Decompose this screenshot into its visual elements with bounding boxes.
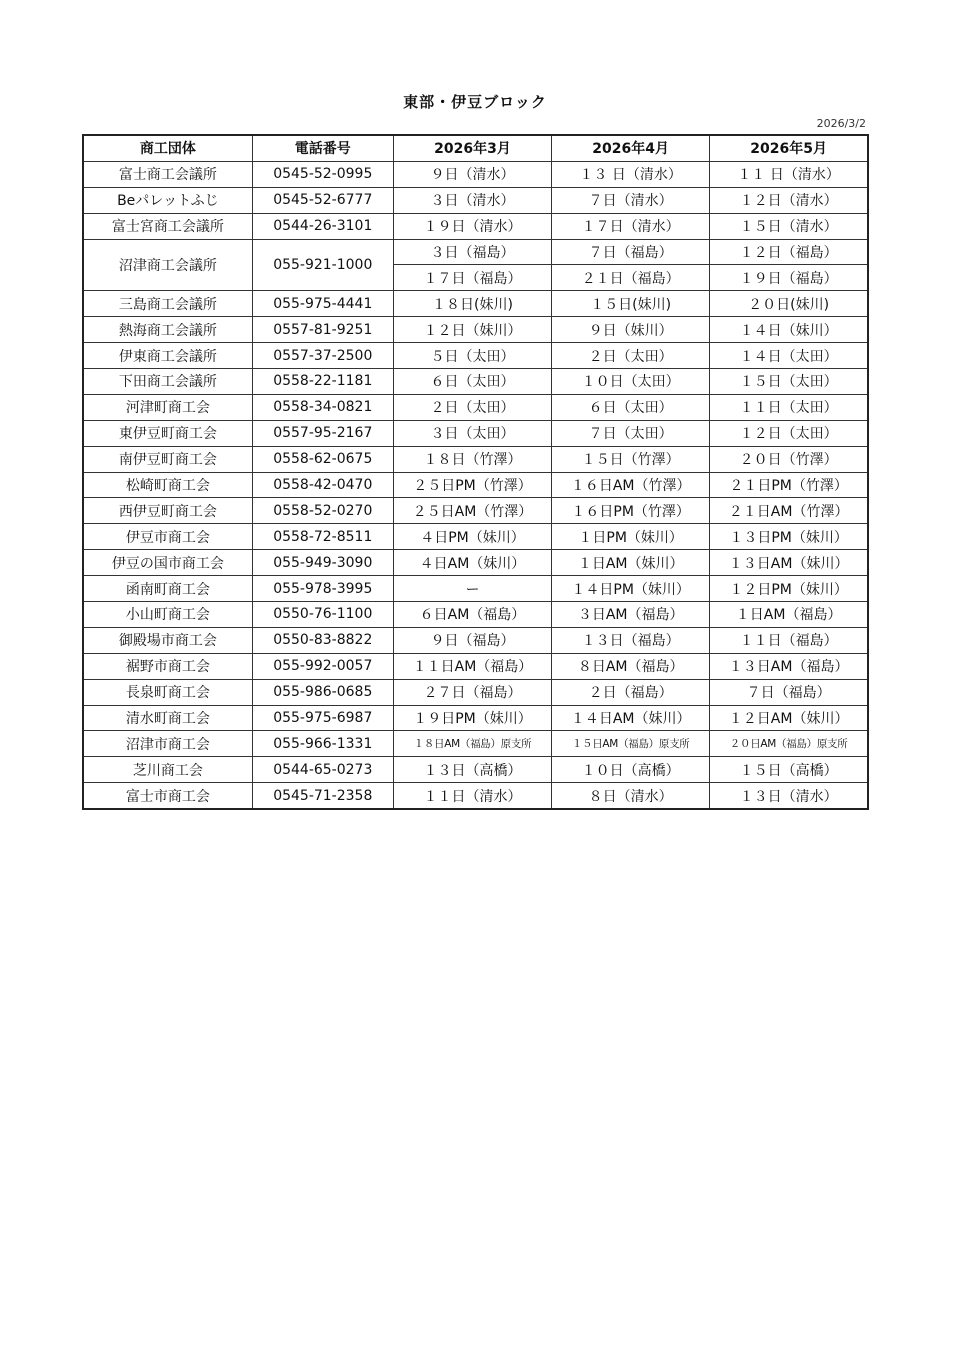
march-cell: ー (393, 576, 551, 602)
organization-cell: 富士市商工会 (83, 783, 252, 809)
march-cell: １８日AM（福島）原支所 (393, 731, 551, 757)
phone-cell: 0544-65-0273 (252, 757, 393, 783)
organization-cell: 富士宮商工会議所 (83, 213, 252, 239)
table-row (83, 161, 868, 187)
organization-cell: 下田商工会議所 (83, 369, 252, 395)
table-row (83, 576, 868, 602)
organization-cell: 小山町商工会 (83, 602, 252, 628)
organization-cell: 清水町商工会 (83, 705, 252, 731)
table-header-row (83, 135, 868, 161)
phone-cell: 055-921-1000 (252, 239, 393, 291)
organization-cell: Beパレットふじ (83, 187, 252, 213)
may-cell: １３日（清水） (710, 783, 868, 809)
organization-cell: 沼津商工会議所 (83, 239, 252, 291)
april-cell: ９日（妹川） (552, 317, 710, 343)
may-cell: ７日（福島） (710, 679, 868, 705)
table-row (83, 472, 868, 498)
phone-cell: 055-966-1331 (252, 731, 393, 757)
table-row (83, 731, 868, 757)
march-cell: ９日（福島） (393, 627, 551, 653)
table-row (83, 524, 868, 550)
may-cell: ２０日(妹川) (710, 291, 868, 317)
organization-cell: 御殿場市商工会 (83, 627, 252, 653)
phone-cell: 0558-34-0821 (252, 394, 393, 420)
table-row (83, 757, 868, 783)
may-cell: １１ 日（清水） (710, 161, 868, 187)
table-row (83, 187, 868, 213)
april-cell: １日PM（妹川） (552, 524, 710, 550)
organization-cell: 伊東商工会議所 (83, 343, 252, 369)
schedule-table (82, 134, 869, 810)
table-row (83, 343, 868, 369)
table-row (83, 550, 868, 576)
april-cell: １３ 日（清水） (552, 161, 710, 187)
organization-cell: 伊豆市商工会 (83, 524, 252, 550)
organization-cell: 沼津市商工会 (83, 731, 252, 757)
table-row (83, 291, 868, 317)
table-row (83, 239, 868, 265)
phone-cell: 0558-52-0270 (252, 498, 393, 524)
phone-cell: 0550-83-8822 (252, 627, 393, 653)
march-cell: ４日PM（妹川） (393, 524, 551, 550)
phone-cell: 0558-72-8511 (252, 524, 393, 550)
march-cell: １９日（清水） (393, 213, 551, 239)
march-cell: １７日（福島） (393, 265, 551, 291)
organization-cell: 長泉町商工会 (83, 679, 252, 705)
march-cell: ５日（太田） (393, 343, 551, 369)
march-cell: １１日（清水） (393, 783, 551, 809)
march-cell: ３日（清水） (393, 187, 551, 213)
header-organization: 商工団体 (83, 135, 252, 161)
april-cell: １日AM（妹川） (552, 550, 710, 576)
april-cell: １４日PM（妹川） (552, 576, 710, 602)
may-cell: １２日（清水） (710, 187, 868, 213)
may-cell: ２１日PM（竹澤） (710, 472, 868, 498)
march-cell: ２５日PM（竹澤） (393, 472, 551, 498)
phone-cell: 0557-81-9251 (252, 317, 393, 343)
organization-cell: 東伊豆町商工会 (83, 420, 252, 446)
april-cell: １７日（清水） (552, 213, 710, 239)
april-cell: ８日AM（福島） (552, 653, 710, 679)
march-cell: ２７日（福島） (393, 679, 551, 705)
march-cell: ６日AM（福島） (393, 602, 551, 628)
organization-cell: 熱海商工会議所 (83, 317, 252, 343)
march-cell: ２５日AM（竹澤） (393, 498, 551, 524)
header-may: 2026年5月 (710, 135, 868, 161)
may-cell: １２日PM（妹川） (710, 576, 868, 602)
march-cell: ９日（清水） (393, 161, 551, 187)
march-cell: ６日（太田） (393, 369, 551, 395)
phone-cell: 0558-42-0470 (252, 472, 393, 498)
table-row (83, 705, 868, 731)
phone-cell: 0558-22-1181 (252, 369, 393, 395)
may-cell: １１日（福島） (710, 627, 868, 653)
table-row (83, 369, 868, 395)
april-cell: １０日（太田） (552, 369, 710, 395)
march-cell: １８日（竹澤） (393, 446, 551, 472)
table-row (83, 679, 868, 705)
april-cell: １３日（福島） (552, 627, 710, 653)
may-cell: １４日（太田） (710, 343, 868, 369)
march-cell: １３日（高橋） (393, 757, 551, 783)
may-cell: １２日AM（妹川） (710, 705, 868, 731)
phone-cell: 0544-26-3101 (252, 213, 393, 239)
may-cell: １２日（太田） (710, 420, 868, 446)
march-cell: ３日（福島） (393, 239, 551, 265)
may-cell: １５日（高橋） (710, 757, 868, 783)
table-row (83, 213, 868, 239)
organization-cell: 富士商工会議所 (83, 161, 252, 187)
march-cell: ３日（太田） (393, 420, 551, 446)
table-row (83, 498, 868, 524)
table-row (83, 653, 868, 679)
april-cell: ２日（福島） (552, 679, 710, 705)
may-cell: １１日（太田） (710, 394, 868, 420)
april-cell: １０日（高橋） (552, 757, 710, 783)
april-cell: ７日（太田） (552, 420, 710, 446)
table-row (83, 602, 868, 628)
april-cell: １５日AM（福島）原支所 (552, 731, 710, 757)
phone-cell: 055-986-0685 (252, 679, 393, 705)
table-row (83, 394, 868, 420)
organization-cell: 裾野市商工会 (83, 653, 252, 679)
march-cell: １８日(妹川) (393, 291, 551, 317)
phone-cell: 0557-95-2167 (252, 420, 393, 446)
organization-cell: 三島商工会議所 (83, 291, 252, 317)
phone-cell: 0557-37-2500 (252, 343, 393, 369)
phone-cell: 055-978-3995 (252, 576, 393, 602)
april-cell: ７日（福島） (552, 239, 710, 265)
april-cell: １５日（竹澤） (552, 446, 710, 472)
phone-cell: 055-975-4441 (252, 291, 393, 317)
table-row (83, 627, 868, 653)
phone-cell: 055-992-0057 (252, 653, 393, 679)
organization-cell: 松崎町商工会 (83, 472, 252, 498)
header-phone: 電話番号 (252, 135, 393, 161)
may-cell: ２０日（竹澤） (710, 446, 868, 472)
phone-cell: 055-949-3090 (252, 550, 393, 576)
april-cell: ７日（清水） (552, 187, 710, 213)
phone-cell: 0545-52-6777 (252, 187, 393, 213)
organization-cell: 西伊豆町商工会 (83, 498, 252, 524)
organization-cell: 南伊豆町商工会 (83, 446, 252, 472)
may-cell: ２０日AM（福島）原支所 (710, 731, 868, 757)
march-cell: １２日（妹川） (393, 317, 551, 343)
april-cell: ３日AM（福島） (552, 602, 710, 628)
march-cell: ２日（太田） (393, 394, 551, 420)
may-cell: １５日（清水） (710, 213, 868, 239)
organization-cell: 河津町商工会 (83, 394, 252, 420)
may-cell: １４日（妹川） (710, 317, 868, 343)
march-cell: １１日AM（福島） (393, 653, 551, 679)
document-date: 2026/3/2 (816, 117, 866, 130)
table-row (83, 446, 868, 472)
table-row (83, 317, 868, 343)
organization-cell: 函南町商工会 (83, 576, 252, 602)
header-april: 2026年4月 (552, 135, 710, 161)
april-cell: １６日AM（竹澤） (552, 472, 710, 498)
organization-cell: 伊豆の国市商工会 (83, 550, 252, 576)
april-cell: ２日（太田） (552, 343, 710, 369)
april-cell: ６日（太田） (552, 394, 710, 420)
table-row (83, 420, 868, 446)
april-cell: １５日(妹川) (552, 291, 710, 317)
document-title: 東部・伊豆ブロック (403, 93, 547, 111)
phone-cell: 0550-76-1100 (252, 602, 393, 628)
may-cell: １９日（福島） (710, 265, 868, 291)
phone-cell: 0558-62-0675 (252, 446, 393, 472)
april-cell: ２１日（福島） (552, 265, 710, 291)
table-row (83, 783, 868, 809)
phone-cell: 0545-52-0995 (252, 161, 393, 187)
header-march: 2026年3月 (393, 135, 551, 161)
march-cell: ４日AM（妹川） (393, 550, 551, 576)
phone-cell: 055-975-6987 (252, 705, 393, 731)
april-cell: ８日（清水） (552, 783, 710, 809)
may-cell: １３日AM（妹川） (710, 550, 868, 576)
may-cell: １日AM（福島） (710, 602, 868, 628)
may-cell: １３日AM（福島） (710, 653, 868, 679)
organization-cell: 芝川商工会 (83, 757, 252, 783)
april-cell: １４日AM（妹川） (552, 705, 710, 731)
may-cell: ２１日AM（竹澤） (710, 498, 868, 524)
phone-cell: 0545-71-2358 (252, 783, 393, 809)
april-cell: １６日PM（竹澤） (552, 498, 710, 524)
may-cell: １５日（太田） (710, 369, 868, 395)
may-cell: １３日PM（妹川） (710, 524, 868, 550)
may-cell: １２日（福島） (710, 239, 868, 265)
march-cell: １９日PM（妹川） (393, 705, 551, 731)
